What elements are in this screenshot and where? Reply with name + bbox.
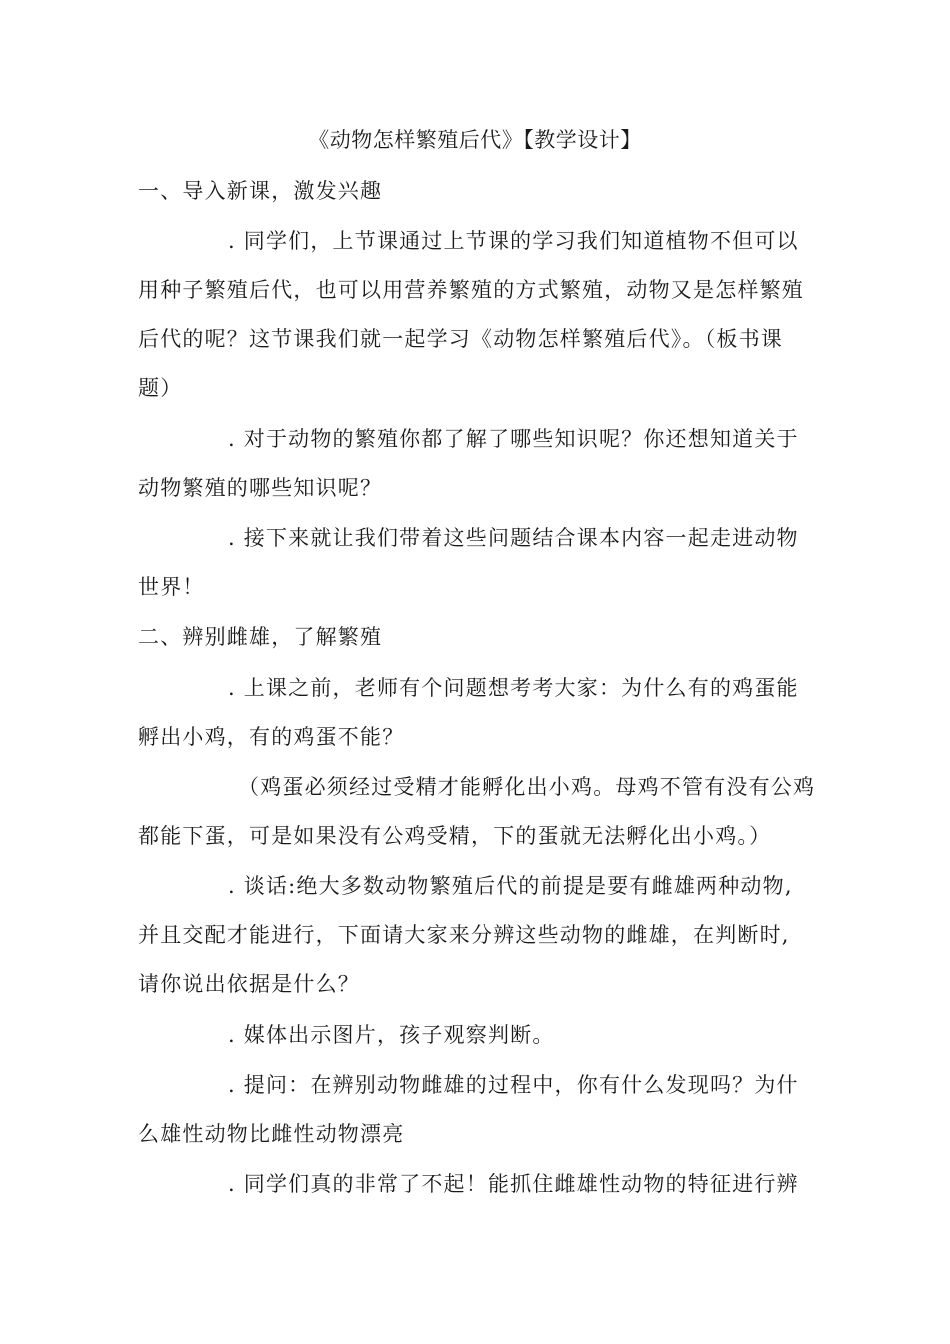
paragraph-line: 动物繁殖的哪些知识呢？ [138, 476, 383, 500]
paragraph-line: 都能下蛋，可是如果没有公鸡受精，下的蛋就无法孵化出小鸡。） [138, 824, 772, 848]
paragraph-line: . 媒体出示图片，孩子观察判断。 [228, 1023, 555, 1047]
paragraph-line: . 接下来就让我们带着这些问题结合课本内容一起走进动物 [228, 526, 799, 550]
section-heading-2: 二、辨别雌雄，了解繁殖 [138, 625, 383, 649]
paragraph-line: 后代的呢？这节课我们就一起学习《动物怎样繁殖后代》。（板书课 [138, 327, 783, 351]
paragraph-line: . 对于动物的繁殖你都了解了哪些知识呢？你还想知道关于 [228, 427, 799, 451]
paragraph-line: 用种子繁殖后代，也可以用营养繁殖的方式繁殖，动物又是怎样繁殖 [138, 278, 804, 302]
paragraph-line: 世界！ [138, 575, 205, 599]
paragraph-line: . 同学们真的非常了不起！能抓住雌雄性动物的特征进行辨 [228, 1172, 799, 1196]
paragraph-line: 么雄性动物比雌性动物漂亮 [138, 1122, 405, 1146]
section-heading-1: 一、导入新课，激发兴趣 [138, 179, 383, 203]
paragraph-line: （鸡蛋必须经过受精才能孵化出小鸡。母鸡不管有没有公鸡 [238, 775, 816, 799]
document-title: 《动物怎样繁殖后代》【教学设计】 [308, 128, 642, 152]
paragraph-line: . 同学们，上节课通过上节课的学习我们知道植物不但可以 [228, 229, 799, 253]
paragraph-line: . 上课之前，老师有个问题想考考大家：为什么有的鸡蛋能 [228, 676, 799, 700]
paragraph-line: 孵出小鸡，有的鸡蛋不能？ [138, 725, 405, 749]
paragraph-line: 请你说出依据是什么？ [138, 972, 360, 996]
paragraph-line: 题） [138, 376, 183, 400]
paragraph-line: . 提问：在辨别动物雌雄的过程中，你有什么发现吗？为什 [228, 1073, 799, 1097]
paragraph-line: 并且交配才能进行，下面请大家来分辨这些动物的雌雄，在判断时, [138, 923, 790, 947]
paragraph-line: . 谈话:绝大多数动物繁殖后代的前提是要有雌雄两种动物, [228, 874, 793, 898]
